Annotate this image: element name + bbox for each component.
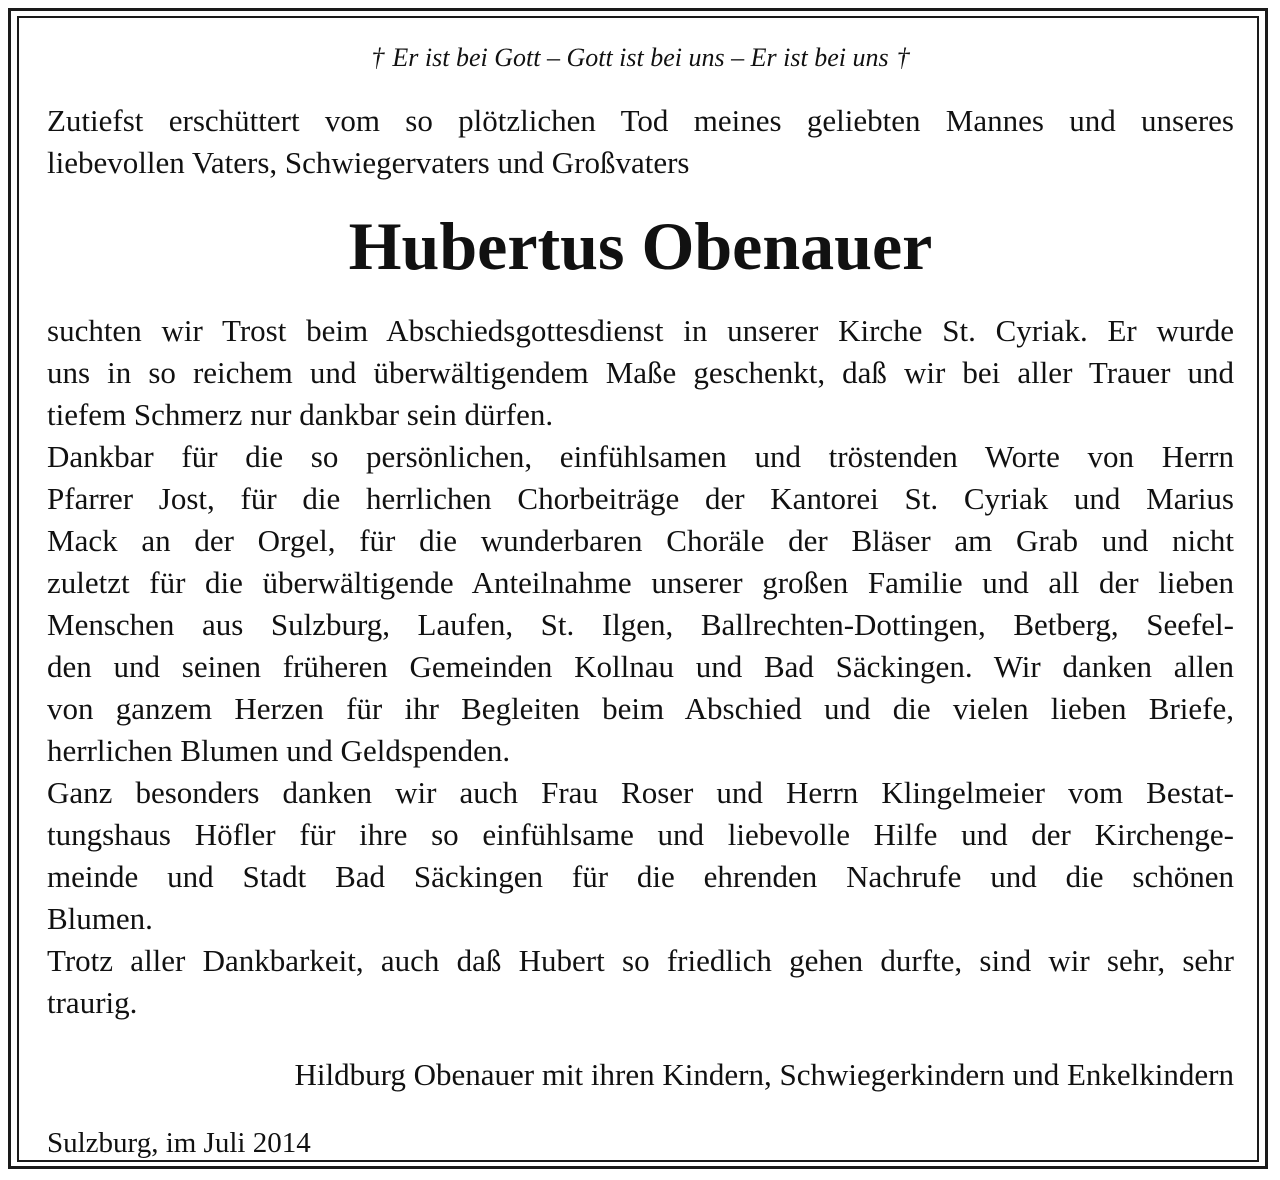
text-line: Dankbar für die so persönlichen, einfühlsamen und tröstenden Worte von Herrn	[47, 439, 1234, 474]
motto-line	[47, 38, 1234, 78]
motto-text: Er ist bei Gott – Gott ist bei uns – Er ist bei uns	[392, 43, 889, 72]
text-line: zuletzt für die überwältigende Anteilnahme unserer großen Familie und all der lieben	[47, 565, 1234, 600]
body-paragraph-3	[47, 772, 1234, 940]
place-date: Sulzburg, im Juli 2014	[47, 1127, 311, 1159]
text-line: liebevollen Vaters, Schwiegervaters und Großvaters	[47, 145, 690, 180]
body-paragraph-2	[47, 436, 1234, 772]
text-line: Mack an der Orgel, für die wunderbaren Choräle der Bläser am Grab und nicht	[47, 523, 1234, 558]
cross-right-icon: †	[896, 43, 910, 72]
text-line: herrlichen Blumen und Geldspenden.	[47, 733, 511, 768]
deceased-name: Hubertus Obenauer	[348, 208, 933, 284]
intro-paragraph	[47, 100, 1234, 184]
obituary-notice	[47, 38, 1234, 1164]
text-line: Ganz besonders danken wir auch Frau Roser und Herrn Klingelmeier vom Bestat-	[47, 775, 1234, 810]
text-line: Menschen aus Sulzburg, Laufen, St. Ilgen, Ballrechten-Dottingen, Betberg, Seefel-	[47, 607, 1234, 642]
text-line: uns in so reichem und überwältigendem Maße geschenkt, daß wir bei aller Trauer und	[47, 355, 1234, 390]
body-paragraph-1	[47, 310, 1234, 436]
text-line: Blumen.	[47, 901, 153, 936]
text-line: von ganzem Herzen für ihr Begleiten beim Abschied und die vielen lieben Briefe,	[47, 691, 1234, 726]
body-paragraph-4	[47, 940, 1234, 1024]
text-line: den und seinen früheren Gemeinden Kollnau und Bad Säckingen. Wir danken allen	[47, 649, 1234, 684]
cross-left-icon: †	[371, 43, 385, 72]
text-line: tiefem Schmerz nur dankbar sein dürfen.	[47, 397, 554, 432]
text-line: suchten wir Trost beim Abschiedsgottesdienst in unserer Kirche St. Cyriak. Er wurde	[47, 313, 1234, 348]
text-line: tungshaus Höfler für ihre so einfühlsame und liebevolle Hilfe und der Kirchenge-	[47, 817, 1234, 852]
text-line: traurig.	[47, 985, 138, 1020]
text-line: Zutiefst erschüttert vom so plötzlichen Tod meines geliebten Mannes und unseres	[47, 103, 1234, 138]
signature-line: Hildburg Obenauer mit ihren Kindern, Schwiegerkindern und Enkelkindern	[294, 1057, 1234, 1092]
text-line: Trotz aller Dankbarkeit, auch daß Hubert so friedlich gehen durfte, sind wir sehr, sehr	[47, 943, 1234, 978]
text-line: Pfarrer Jost, für die herrlichen Chorbeiträge der Kantorei St. Cyriak und Marius	[47, 481, 1234, 516]
text-line: meinde und Stadt Bad Säckingen für die ehrenden Nachrufe und die schönen	[47, 859, 1234, 894]
